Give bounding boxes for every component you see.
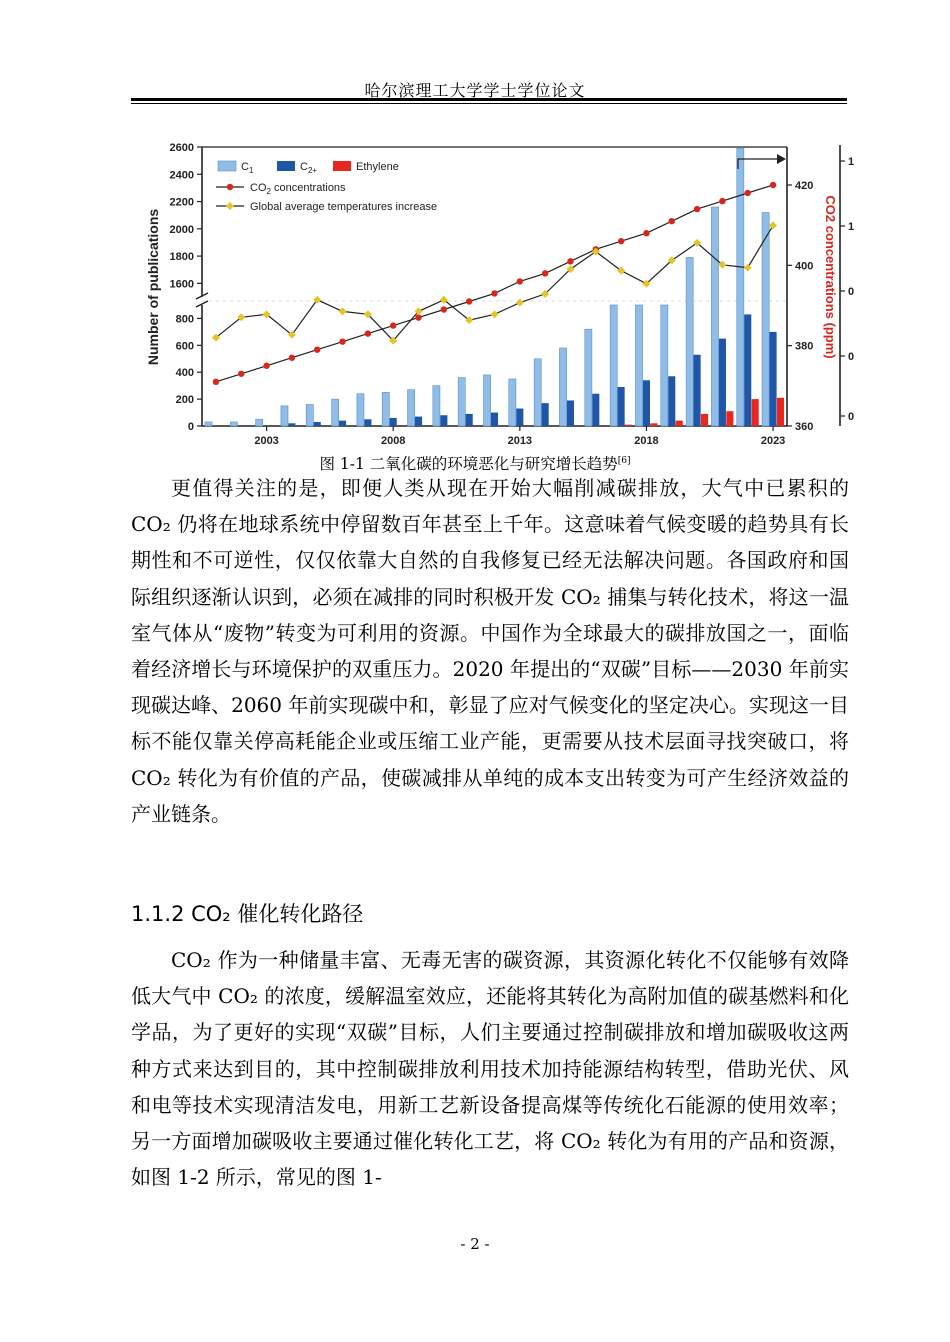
bar-c1-2019 — [661, 305, 668, 426]
temperature-point-2005 — [313, 296, 321, 304]
bar-c2-2009 — [415, 417, 422, 426]
temperature-point-2012 — [491, 310, 499, 318]
arrow-line — [738, 159, 780, 169]
y3-tick-label: 0 — [848, 411, 855, 423]
bar-ethylene-2017 — [625, 425, 632, 426]
temperature-point-2006 — [339, 307, 347, 315]
temperature-point-2022 — [744, 264, 752, 272]
page-number: - 2 - — [460, 1235, 490, 1253]
legend-label-c2: $C_{2+}$ — [300, 161, 318, 175]
co2-point-2018 — [643, 230, 649, 236]
y-axis-title: Number of publications — [145, 208, 161, 366]
bar-c2-2008 — [390, 418, 397, 426]
legend-label-ethylene: Ethylene — [356, 161, 399, 173]
co2-point-2017 — [618, 238, 624, 244]
y2-tick-label: 420 — [795, 180, 814, 192]
bar-c1-2009 — [408, 390, 415, 426]
bar-c1-2014 — [534, 359, 541, 426]
co2-point-2011 — [466, 298, 472, 304]
bar-c1-2017 — [610, 305, 617, 426]
co2-point-2001 — [213, 379, 219, 385]
y2-axis-title: CO2 concentrations (ppm) — [823, 195, 838, 359]
bar-c2-2017 — [618, 387, 625, 426]
co2-point-2014 — [542, 270, 548, 276]
y3-tick-label: 0 — [848, 351, 855, 363]
bar-c1-2005 — [306, 404, 313, 426]
bar-c1-2002 — [230, 422, 237, 426]
x-tick-label: 2008 — [380, 435, 406, 447]
co2-point-2023 — [770, 182, 776, 188]
legend-swatch-ethylene — [333, 161, 351, 171]
bar-c2-2022 — [744, 314, 751, 426]
bar-c1-2020 — [686, 257, 693, 426]
legend-label-co2: $CO_2$ concentrations — [250, 182, 346, 196]
legend-swatch-c2 — [277, 161, 295, 171]
bar-c1-2021 — [711, 207, 718, 426]
bar-c2-2019 — [668, 376, 675, 426]
co2-point-2004 — [289, 355, 295, 361]
y2-tick-label: 380 — [795, 340, 814, 353]
x-tick-label: 2018 — [634, 435, 659, 447]
figure-caption-text: 图 1-1 二氧化碳的环境恶化与研究增长趋势 — [319, 455, 618, 473]
bar-c1-2015 — [559, 348, 566, 426]
bar-c2-2012 — [491, 413, 498, 426]
bar-c2-2013 — [516, 409, 523, 426]
page-header: 哈尔滨理工大学学士学位论文 — [364, 81, 586, 100]
bar-c1-2007 — [357, 394, 364, 426]
x-tick-label: 2023 — [760, 435, 786, 447]
legend-temp-marker — [226, 202, 234, 210]
bar-c2-2006 — [339, 421, 346, 426]
bar-c1-2011 — [458, 378, 465, 426]
co2-point-2002 — [238, 371, 244, 377]
co2-point-2013 — [517, 278, 523, 284]
co2-point-2003 — [263, 363, 269, 369]
bar-c1-2001 — [205, 422, 212, 426]
body-paragraph-1: 更值得关注的是，即便人类从现在开始大幅削减碳排放，大气中已累积的 CO₂ 仍将在地球系统中停留数百年甚至上千年。这意味着气候变暖的趋势具有长期性和不可逆性，仅仅依靠大自然的自我修复已经无法解决问题。各国政府和国际组织逐渐认识到，必须在减排的同时积极开发 CO₂ 捕集与转化技术，将这一温室气体从“废物”转变为可利用的资源。中国作为全球最大的碳排放国之一，面临着经济增长与环境保护的双重压力。2020 年提出的“双碳”目标——2030 年前实现碳达峰、2060 年前实现碳中和，彰显了应对气候变化的坚定决心。实现这一目标不能仅靠关停高耗能企业或压缩工业产能，更需要从技术层面寻找突破口，将 CO₂ 转化为有价值的产品，使碳减排从单纯的成本支出转变为可产生经济效益的产业链条。 — [131, 476, 849, 826]
y-tick-label: 600 — [175, 340, 194, 353]
bar-c2-2007 — [364, 419, 371, 426]
bar-ethylene-2021 — [726, 411, 733, 426]
x-tick-label: 2003 — [254, 435, 279, 447]
bar-c1-2003 — [256, 419, 263, 426]
bar-c2-2020 — [694, 355, 701, 426]
bar-c2-2010 — [440, 415, 447, 426]
bar-ethylene-2020 — [701, 414, 708, 426]
bar-c1-2016 — [585, 329, 592, 426]
legend-label-c1: $C_1$ — [241, 161, 254, 175]
y2-tick-label: 360 — [795, 421, 814, 433]
y3-tick-label: 1 — [848, 221, 855, 233]
y-tick-label: 1800 — [169, 251, 194, 264]
co2-point-2022 — [745, 190, 751, 196]
co2-point-2015 — [567, 258, 573, 264]
y-tick-label: 1600 — [169, 278, 194, 291]
bar-c2-2014 — [542, 403, 549, 426]
legend — [216, 161, 437, 213]
co2-point-2007 — [365, 330, 371, 336]
y-tick-label: 2600 — [169, 142, 194, 154]
y-tick-label: 200 — [175, 394, 194, 407]
co2-point-2021 — [719, 198, 725, 204]
legend-swatch-c1 — [218, 161, 236, 171]
legend-co2-marker — [227, 184, 233, 190]
bar-c1-2013 — [509, 379, 516, 426]
co2-point-2005 — [314, 346, 320, 352]
y3-tick-label: 0 — [848, 286, 855, 298]
bar-ethylene-2019 — [676, 421, 683, 426]
y-tick-label: 2400 — [169, 169, 194, 182]
co2-point-2010 — [441, 306, 447, 312]
bar-ethylene-2022 — [752, 399, 759, 426]
publications-chart — [140, 135, 860, 455]
bar-ethylene-2023 — [777, 398, 784, 426]
y3-tick-label: 1 — [848, 156, 855, 168]
bar-c1-2008 — [382, 392, 389, 426]
legend-label-temperature: Global average temperatures increase — [250, 201, 438, 213]
bar-c1-2023 — [762, 212, 769, 426]
figure-caption-ref: [6] — [617, 455, 631, 466]
temperature-point-2013 — [516, 299, 524, 307]
bar-c1-2006 — [332, 399, 339, 426]
bar-ethylene-2018 — [650, 423, 657, 426]
co2-point-2008 — [390, 322, 396, 328]
y-tick-label: 2000 — [169, 223, 194, 236]
bar-c2-2023 — [770, 332, 777, 426]
header-rule-thin — [131, 103, 847, 104]
x-tick-label: 2013 — [507, 435, 533, 447]
section-heading: 1.1.2 CO₂ 催化转化路径 — [131, 902, 364, 926]
body-paragraph-2: CO₂ 作为一种储量丰富、无毒无害的碳资源，其资源化转化不仅能够有效降低大气中 CO₂ 的浓度，缓解温室效应，还能将其转化为高附加值的碳基燃料和化学品，为了更好的实现“双碳”目标，人们主要通过控制碳排放和增加碳吸收这两种方式来达到目的，其中控制碳排放利用技术加持能源结构转型，借助光伏、风和电等技术实现清洁发电，用新工艺新设备提高煤等传统化石能源的使用效率；另一方面增加碳吸收主要通过催化转化工艺，将 CO₂ 转化为有用的产品和资源，如图 1-2 所示，常见的图 1- — [131, 948, 849, 1190]
header-rule — [131, 98, 847, 101]
bar-c2-2016 — [592, 394, 599, 426]
y-tick-label: 0 — [187, 421, 194, 433]
co2-point-2012 — [491, 290, 497, 296]
bar-c1-2010 — [433, 386, 440, 426]
bar-c1-2022 — [737, 148, 744, 426]
co2-point-2019 — [669, 218, 675, 224]
y-tick-label: 400 — [175, 367, 194, 380]
bar-c2-2011 — [466, 414, 473, 426]
bar-c2-2005 — [314, 422, 321, 426]
y-tick-label: 800 — [175, 313, 194, 326]
bar-c2-2021 — [719, 339, 726, 426]
y2-tick-label: 400 — [795, 260, 814, 273]
temperature-point-2023 — [769, 221, 777, 229]
co2-point-2020 — [694, 206, 700, 212]
bar-c2-2018 — [643, 380, 650, 426]
bar-c1-2012 — [484, 375, 491, 426]
bar-c2-2004 — [288, 423, 295, 426]
arrow-head — [777, 154, 786, 164]
y-tick-label: 2200 — [169, 196, 194, 209]
co2-point-2006 — [339, 338, 345, 344]
bar-c2-2015 — [567, 400, 574, 426]
bar-c1-2018 — [635, 305, 642, 426]
bar-c1-2004 — [281, 406, 288, 426]
